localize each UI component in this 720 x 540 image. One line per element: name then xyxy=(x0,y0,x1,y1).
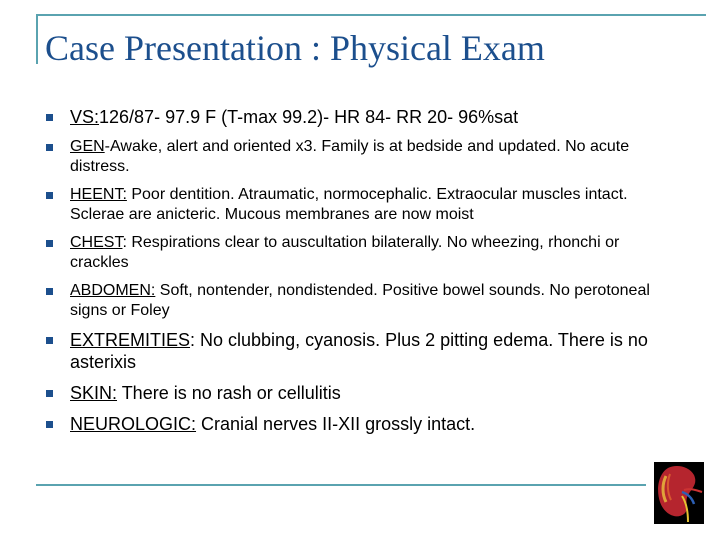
bullet-skin xyxy=(44,382,664,404)
bullet-text: There is no rash or cellulitis xyxy=(117,383,341,403)
bullet-text: Cranial nerves II-XII grossly intact. xyxy=(196,414,476,434)
bullet-text: : Respirations clear to auscultation bilaterally. No wheezing, rhonchi or crackles xyxy=(70,234,620,271)
bullet-neurologic xyxy=(44,413,664,435)
frame-line-left xyxy=(36,14,38,64)
bullet-label: SKIN: xyxy=(70,383,118,403)
bullet-marker xyxy=(46,337,53,344)
bullet-marker xyxy=(46,114,53,121)
bullet-text: Soft, nontender, nondistended. Positive bowel sounds. No perotoneal signs or Foley xyxy=(70,282,650,319)
bullet-label: NEUROLOGIC: xyxy=(70,414,197,434)
bullet-marker xyxy=(46,390,53,397)
kidney-image xyxy=(654,462,704,524)
bullet-label: EXTREMITIES xyxy=(70,330,191,350)
bullet-chest xyxy=(44,233,664,273)
kidney-icon xyxy=(654,462,704,524)
bullet-label: CHEST xyxy=(70,234,123,251)
bullet-marker xyxy=(46,288,53,295)
bullet-vital-signs xyxy=(44,106,664,128)
frame-line-bottom xyxy=(36,484,646,486)
bullet-extremities xyxy=(44,329,664,373)
bullet-text: : No clubbing, cyanosis. Plus 2 pitting edema. There is no asterixis xyxy=(70,330,648,372)
bullet-abdomen xyxy=(44,281,664,321)
bullet-general xyxy=(44,137,664,177)
slide-title: Case Presentation : Physical Exam xyxy=(45,28,545,68)
bullet-marker xyxy=(46,192,53,199)
bullet-text: 126/87- 97.9 F (T-max 99.2)- HR 84- RR 20- 96%sat xyxy=(99,107,519,127)
bullet-marker xyxy=(46,421,53,428)
bullet-text: Poor dentition. Atraumatic, normocephalic. Extraocular muscles intact. Sclerae are anicteric. Mucous membranes are now moist xyxy=(70,186,628,223)
bullet-label: ABDOMEN: xyxy=(70,282,156,299)
bullet-label: VS: xyxy=(70,107,100,127)
bullet-marker xyxy=(46,144,53,151)
bullet-list xyxy=(44,106,664,444)
frame-line-top xyxy=(36,14,706,16)
bullet-text: -Awake, alert and oriented x3. Family is at bedside and updated. No acute distress. xyxy=(70,138,630,175)
bullet-heent xyxy=(44,185,664,225)
bullet-marker xyxy=(46,240,53,247)
bullet-label: HEENT: xyxy=(70,186,127,203)
bullet-label: GEN xyxy=(70,138,105,155)
